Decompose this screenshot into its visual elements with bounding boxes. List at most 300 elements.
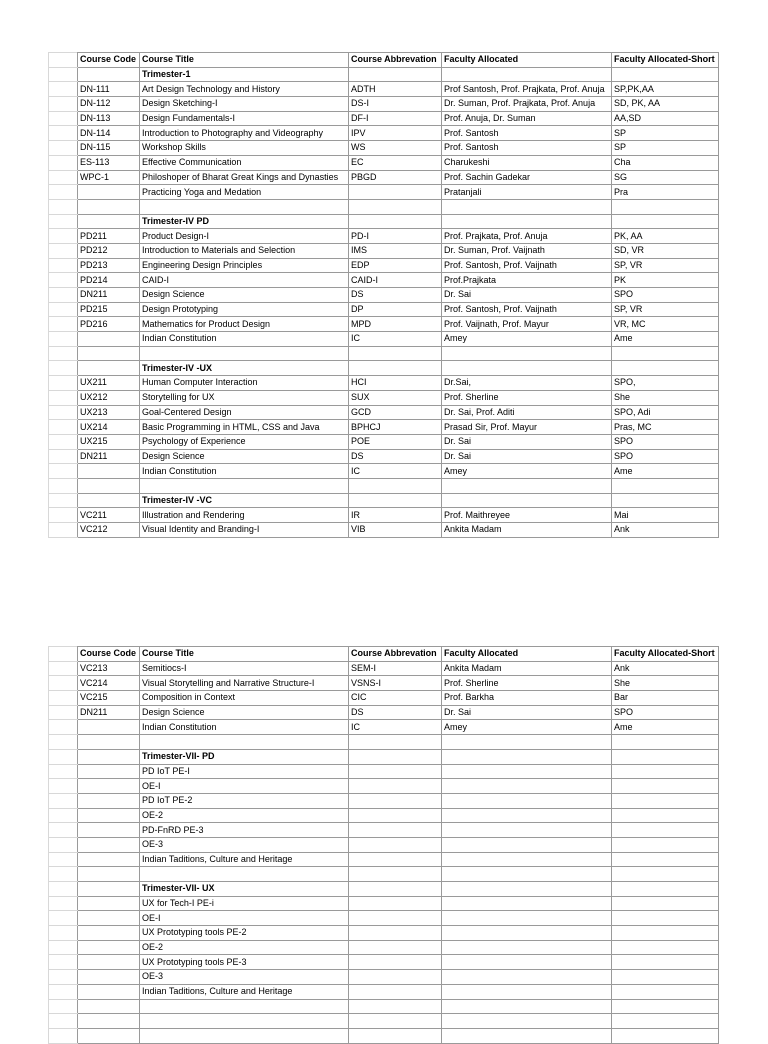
cell-faculty-short[interactable]: SD, VR: [612, 243, 719, 258]
cell-course-code[interactable]: [78, 464, 140, 479]
cell-course-title[interactable]: Design Prototyping: [140, 302, 349, 317]
cell-course-code[interactable]: [78, 955, 140, 970]
cell-course-code[interactable]: [78, 1028, 140, 1043]
cell-faculty-short[interactable]: She: [612, 390, 719, 405]
cell-course-title[interactable]: Design Fundamentals-I: [140, 111, 349, 126]
cell-course-abbreviation[interactable]: [349, 764, 442, 779]
cell-faculty-short[interactable]: [612, 214, 719, 229]
cell-faculty-short[interactable]: [612, 735, 719, 750]
cell-faculty-allocated[interactable]: [442, 67, 612, 82]
cell-course-abbreviation[interactable]: [349, 867, 442, 882]
cell-faculty-allocated[interactable]: [442, 779, 612, 794]
cell-faculty-allocated[interactable]: Prof.Prajkata: [442, 273, 612, 288]
cell-course-title[interactable]: UX Prototyping tools PE-2: [140, 926, 349, 941]
header-faculty-allocated[interactable]: Faculty Allocated: [442, 53, 612, 68]
cell-course-code[interactable]: [78, 749, 140, 764]
cell-faculty-short[interactable]: VR, MC: [612, 317, 719, 332]
cell-faculty-allocated[interactable]: Prof. Anuja, Dr. Suman: [442, 111, 612, 126]
cell-faculty-allocated[interactable]: [442, 1028, 612, 1043]
cell-course-code[interactable]: DN-115: [78, 141, 140, 156]
cell-course-abbreviation[interactable]: ADTH: [349, 82, 442, 97]
cell-course-abbreviation[interactable]: PD-I: [349, 229, 442, 244]
cell-course-abbreviation[interactable]: EC: [349, 155, 442, 170]
cell-faculty-short[interactable]: Mai: [612, 508, 719, 523]
cell-course-abbreviation[interactable]: IC: [349, 464, 442, 479]
cell-faculty-short[interactable]: [612, 749, 719, 764]
cell-faculty-short[interactable]: Ame: [612, 720, 719, 735]
cell-course-abbreviation[interactable]: [349, 493, 442, 508]
cell-course-abbreviation[interactable]: VIB: [349, 523, 442, 538]
cell-course-title[interactable]: Effective Communication: [140, 155, 349, 170]
cell-faculty-short[interactable]: [612, 1028, 719, 1043]
cell-course-title[interactable]: PD-FnRD PE-3: [140, 823, 349, 838]
header-course-code[interactable]: Course Code: [78, 647, 140, 662]
cell-course-title[interactable]: Indian Constitution: [140, 720, 349, 735]
cell-faculty-allocated[interactable]: Prof. Vaijnath, Prof. Mayur: [442, 317, 612, 332]
cell-course-code[interactable]: PD216: [78, 317, 140, 332]
cell-course-title[interactable]: Indian Constitution: [140, 464, 349, 479]
cell-course-title[interactable]: Engineering Design Principles: [140, 258, 349, 273]
cell-faculty-short[interactable]: SD, PK, AA: [612, 97, 719, 112]
cell-faculty-short[interactable]: [612, 867, 719, 882]
cell-faculty-short[interactable]: [612, 940, 719, 955]
cell-course-abbreviation[interactable]: SEM-I: [349, 661, 442, 676]
section-title[interactable]: Trimester-IV -UX: [140, 361, 349, 376]
cell-faculty-short[interactable]: SPO,: [612, 376, 719, 391]
cell-course-code[interactable]: [78, 764, 140, 779]
cell-faculty-short[interactable]: [612, 823, 719, 838]
cell-course-abbreviation[interactable]: SUX: [349, 390, 442, 405]
cell-course-code[interactable]: [78, 940, 140, 955]
cell-course-code[interactable]: [78, 779, 140, 794]
cell-faculty-allocated[interactable]: Prof. Santosh, Prof. Vaijnath: [442, 258, 612, 273]
cell-faculty-short[interactable]: SG: [612, 170, 719, 185]
cell-course-abbreviation[interactable]: [349, 199, 442, 214]
header-course-abbreviation[interactable]: Course Abbrevation: [349, 53, 442, 68]
cell-course-code[interactable]: [78, 214, 140, 229]
cell-course-title[interactable]: OE-2: [140, 940, 349, 955]
cell-faculty-short[interactable]: [612, 793, 719, 808]
cell-course-code[interactable]: [78, 478, 140, 493]
cell-faculty-allocated[interactable]: Dr. Sai: [442, 288, 612, 303]
cell-course-code[interactable]: VC214: [78, 676, 140, 691]
cell-course-abbreviation[interactable]: [349, 793, 442, 808]
section-title[interactable]: Trimester-IV PD: [140, 214, 349, 229]
cell-course-title[interactable]: Indian Constitution: [140, 332, 349, 347]
cell-course-title[interactable]: Semitiocs-I: [140, 661, 349, 676]
cell-faculty-allocated[interactable]: Dr. Sai: [442, 449, 612, 464]
cell-faculty-allocated[interactable]: [442, 940, 612, 955]
cell-faculty-allocated[interactable]: [442, 493, 612, 508]
cell-faculty-allocated[interactable]: [442, 808, 612, 823]
cell-course-code[interactable]: [78, 346, 140, 361]
cell-course-code[interactable]: VC211: [78, 508, 140, 523]
cell-faculty-allocated[interactable]: Prof. Barkha: [442, 691, 612, 706]
cell-course-code[interactable]: VC215: [78, 691, 140, 706]
cell-faculty-allocated[interactable]: Amey: [442, 464, 612, 479]
cell-course-title[interactable]: Design Science: [140, 705, 349, 720]
cell-course-abbreviation[interactable]: POE: [349, 434, 442, 449]
cell-faculty-short[interactable]: [612, 955, 719, 970]
cell-course-abbreviation[interactable]: IR: [349, 508, 442, 523]
cell-faculty-short[interactable]: SPO: [612, 288, 719, 303]
cell-course-abbreviation[interactable]: [349, 940, 442, 955]
cell-course-title[interactable]: OE-I: [140, 911, 349, 926]
cell-course-code[interactable]: [78, 911, 140, 926]
cell-course-code[interactable]: PD211: [78, 229, 140, 244]
cell-course-abbreviation[interactable]: [349, 185, 442, 200]
cell-course-title[interactable]: Practicing Yoga and Medation: [140, 185, 349, 200]
cell-faculty-allocated[interactable]: [442, 478, 612, 493]
cell-faculty-allocated[interactable]: Dr. Sai, Prof. Aditi: [442, 405, 612, 420]
cell-course-code[interactable]: PD215: [78, 302, 140, 317]
cell-faculty-allocated[interactable]: [442, 199, 612, 214]
cell-course-code[interactable]: PD213: [78, 258, 140, 273]
cell-course-code[interactable]: [78, 808, 140, 823]
cell-faculty-short[interactable]: [612, 199, 719, 214]
cell-faculty-allocated[interactable]: Pratanjali: [442, 185, 612, 200]
cell-course-abbreviation[interactable]: IPV: [349, 126, 442, 141]
cell-faculty-allocated[interactable]: [442, 970, 612, 985]
cell-course-abbreviation[interactable]: DS: [349, 705, 442, 720]
cell-course-title[interactable]: [140, 346, 349, 361]
cell-course-abbreviation[interactable]: [349, 1014, 442, 1029]
cell-faculty-allocated[interactable]: Prof. Santosh: [442, 126, 612, 141]
cell-faculty-allocated[interactable]: Amey: [442, 332, 612, 347]
cell-course-abbreviation[interactable]: [349, 984, 442, 999]
cell-course-abbreviation[interactable]: VSNS-I: [349, 676, 442, 691]
cell-course-abbreviation[interactable]: BPHCJ: [349, 420, 442, 435]
cell-course-title[interactable]: [140, 735, 349, 750]
cell-faculty-allocated[interactable]: [442, 793, 612, 808]
cell-course-title[interactable]: PD IoT PE-2: [140, 793, 349, 808]
cell-course-abbreviation[interactable]: [349, 837, 442, 852]
cell-faculty-allocated[interactable]: Prof. Santosh, Prof. Vaijnath: [442, 302, 612, 317]
cell-course-abbreviation[interactable]: [349, 808, 442, 823]
cell-faculty-short[interactable]: [612, 67, 719, 82]
cell-course-title[interactable]: [140, 1028, 349, 1043]
cell-course-code[interactable]: [78, 970, 140, 985]
cell-course-title[interactable]: Visual Identity and Branding-I: [140, 523, 349, 538]
cell-course-title[interactable]: Indian Taditions, Culture and Heritage: [140, 852, 349, 867]
cell-course-abbreviation[interactable]: [349, 955, 442, 970]
cell-course-abbreviation[interactable]: IMS: [349, 243, 442, 258]
section-title[interactable]: Trimester-VII- PD: [140, 749, 349, 764]
cell-course-code[interactable]: ES-113: [78, 155, 140, 170]
cell-course-code[interactable]: [78, 720, 140, 735]
cell-course-abbreviation[interactable]: EDP: [349, 258, 442, 273]
cell-course-abbreviation[interactable]: [349, 823, 442, 838]
cell-course-abbreviation[interactable]: [349, 896, 442, 911]
cell-faculty-short[interactable]: Pra: [612, 185, 719, 200]
cell-course-abbreviation[interactable]: [349, 346, 442, 361]
cell-course-code[interactable]: PD212: [78, 243, 140, 258]
cell-course-code[interactable]: WPC-1: [78, 170, 140, 185]
cell-faculty-short[interactable]: [612, 926, 719, 941]
cell-course-title[interactable]: Introduction to Photography and Videography: [140, 126, 349, 141]
cell-faculty-allocated[interactable]: [442, 361, 612, 376]
cell-faculty-short[interactable]: Bar: [612, 691, 719, 706]
cell-faculty-short[interactable]: [612, 478, 719, 493]
cell-course-title[interactable]: Illustration and Rendering: [140, 508, 349, 523]
cell-course-code[interactable]: [78, 852, 140, 867]
cell-course-title[interactable]: Storytelling for UX: [140, 390, 349, 405]
cell-course-code[interactable]: [78, 735, 140, 750]
cell-course-abbreviation[interactable]: [349, 735, 442, 750]
cell-course-title[interactable]: Mathematics for Product Design: [140, 317, 349, 332]
cell-course-abbreviation[interactable]: MPD: [349, 317, 442, 332]
cell-faculty-allocated[interactable]: [442, 896, 612, 911]
cell-course-title[interactable]: CAID-I: [140, 273, 349, 288]
cell-course-code[interactable]: [78, 67, 140, 82]
cell-faculty-short[interactable]: [612, 911, 719, 926]
cell-course-title[interactable]: [140, 867, 349, 882]
cell-course-title[interactable]: UX Prototyping tools PE-3: [140, 955, 349, 970]
cell-faculty-short[interactable]: [612, 984, 719, 999]
cell-faculty-allocated[interactable]: [442, 749, 612, 764]
cell-faculty-short[interactable]: [612, 999, 719, 1014]
cell-course-code[interactable]: PD214: [78, 273, 140, 288]
cell-course-title[interactable]: Design Science: [140, 288, 349, 303]
cell-faculty-short[interactable]: [612, 970, 719, 985]
cell-faculty-allocated[interactable]: Ankita Madam: [442, 661, 612, 676]
cell-course-abbreviation[interactable]: [349, 926, 442, 941]
cell-faculty-allocated[interactable]: [442, 926, 612, 941]
cell-course-code[interactable]: [78, 199, 140, 214]
cell-course-title[interactable]: Psychology of Experience: [140, 434, 349, 449]
cell-faculty-allocated[interactable]: Dr. Sai: [442, 705, 612, 720]
cell-course-code[interactable]: DN211: [78, 705, 140, 720]
cell-faculty-short[interactable]: SPO, Adi: [612, 405, 719, 420]
cell-course-code[interactable]: [78, 361, 140, 376]
cell-faculty-allocated[interactable]: [442, 837, 612, 852]
cell-faculty-short[interactable]: [612, 779, 719, 794]
header-course-title[interactable]: Course Title: [140, 647, 349, 662]
cell-faculty-allocated[interactable]: Dr. Suman, Prof. Vaijnath: [442, 243, 612, 258]
cell-faculty-short[interactable]: [612, 361, 719, 376]
cell-course-title[interactable]: Indian Taditions, Culture and Heritage: [140, 984, 349, 999]
cell-course-title[interactable]: OE-3: [140, 970, 349, 985]
cell-faculty-short[interactable]: [612, 896, 719, 911]
cell-course-title[interactable]: Art Design Technology and History: [140, 82, 349, 97]
cell-course-abbreviation[interactable]: [349, 970, 442, 985]
cell-course-code[interactable]: [78, 1014, 140, 1029]
cell-faculty-short[interactable]: [612, 808, 719, 823]
cell-course-abbreviation[interactable]: [349, 779, 442, 794]
cell-faculty-short[interactable]: [612, 764, 719, 779]
cell-course-abbreviation[interactable]: CAID-I: [349, 273, 442, 288]
cell-faculty-short[interactable]: AA,SD: [612, 111, 719, 126]
cell-faculty-short[interactable]: She: [612, 676, 719, 691]
section-title[interactable]: Trimester-VII- UX: [140, 882, 349, 897]
cell-course-title[interactable]: OE-3: [140, 837, 349, 852]
cell-course-title[interactable]: Design Sketching-I: [140, 97, 349, 112]
header-course-title[interactable]: Course Title: [140, 53, 349, 68]
cell-course-code[interactable]: UX215: [78, 434, 140, 449]
cell-faculty-allocated[interactable]: Prof Santosh, Prof. Prajkata, Prof. Anuja: [442, 82, 612, 97]
cell-course-abbreviation[interactable]: GCD: [349, 405, 442, 420]
cell-faculty-short[interactable]: SP,PK,AA: [612, 82, 719, 97]
cell-faculty-short[interactable]: SPO: [612, 434, 719, 449]
cell-course-title[interactable]: [140, 1014, 349, 1029]
cell-course-abbreviation[interactable]: DP: [349, 302, 442, 317]
cell-course-code[interactable]: UX214: [78, 420, 140, 435]
cell-faculty-allocated[interactable]: [442, 214, 612, 229]
cell-course-code[interactable]: DN-114: [78, 126, 140, 141]
cell-course-title[interactable]: Visual Storytelling and Narrative Structure-I: [140, 676, 349, 691]
cell-course-code[interactable]: [78, 332, 140, 347]
cell-course-code[interactable]: [78, 926, 140, 941]
cell-course-code[interactable]: VC213: [78, 661, 140, 676]
cell-course-abbreviation[interactable]: [349, 911, 442, 926]
cell-course-abbreviation[interactable]: CIC: [349, 691, 442, 706]
cell-faculty-short[interactable]: SP, VR: [612, 302, 719, 317]
cell-course-title[interactable]: Goal-Centered Design: [140, 405, 349, 420]
cell-faculty-allocated[interactable]: [442, 984, 612, 999]
cell-faculty-short[interactable]: [612, 346, 719, 361]
cell-course-abbreviation[interactable]: [349, 882, 442, 897]
cell-faculty-allocated[interactable]: Dr. Sai: [442, 434, 612, 449]
header-faculty-short[interactable]: Faculty Allocated-Short: [612, 647, 719, 662]
cell-course-abbreviation[interactable]: DS: [349, 449, 442, 464]
cell-course-abbreviation[interactable]: HCI: [349, 376, 442, 391]
cell-course-abbreviation[interactable]: [349, 852, 442, 867]
cell-faculty-allocated[interactable]: Prof. Sherline: [442, 390, 612, 405]
cell-course-abbreviation[interactable]: DS-I: [349, 97, 442, 112]
cell-course-code[interactable]: UX212: [78, 390, 140, 405]
cell-faculty-allocated[interactable]: Ankita Madam: [442, 523, 612, 538]
cell-faculty-allocated[interactable]: Dr. Suman, Prof. Prajkata, Prof. Anuja: [442, 97, 612, 112]
cell-course-abbreviation[interactable]: [349, 478, 442, 493]
cell-course-code[interactable]: DN211: [78, 449, 140, 464]
cell-faculty-allocated[interactable]: [442, 882, 612, 897]
cell-faculty-short[interactable]: Pras, MC: [612, 420, 719, 435]
cell-course-title[interactable]: OE-2: [140, 808, 349, 823]
cell-faculty-allocated[interactable]: [442, 764, 612, 779]
cell-course-code[interactable]: DN211: [78, 288, 140, 303]
cell-faculty-short[interactable]: [612, 837, 719, 852]
cell-faculty-short[interactable]: [612, 1014, 719, 1029]
cell-faculty-allocated[interactable]: Prof. Prajkata, Prof. Anuja: [442, 229, 612, 244]
cell-faculty-allocated[interactable]: Charukeshi: [442, 155, 612, 170]
cell-faculty-allocated[interactable]: [442, 867, 612, 882]
cell-faculty-short[interactable]: PK: [612, 273, 719, 288]
cell-course-code[interactable]: UX211: [78, 376, 140, 391]
cell-course-title[interactable]: Design Science: [140, 449, 349, 464]
cell-faculty-allocated[interactable]: [442, 1014, 612, 1029]
cell-course-code[interactable]: DN-111: [78, 82, 140, 97]
cell-faculty-allocated[interactable]: [442, 955, 612, 970]
cell-course-title[interactable]: Product Design-I: [140, 229, 349, 244]
cell-course-abbreviation[interactable]: IC: [349, 720, 442, 735]
cell-course-abbreviation[interactable]: PBGD: [349, 170, 442, 185]
cell-faculty-short[interactable]: Ame: [612, 332, 719, 347]
cell-faculty-allocated[interactable]: Prof. Sherline: [442, 676, 612, 691]
cell-course-title[interactable]: Workshop Skills: [140, 141, 349, 156]
cell-faculty-short[interactable]: SP, VR: [612, 258, 719, 273]
cell-faculty-allocated[interactable]: Dr.Sai,: [442, 376, 612, 391]
cell-course-abbreviation[interactable]: [349, 361, 442, 376]
header-faculty-allocated[interactable]: Faculty Allocated: [442, 647, 612, 662]
cell-course-code[interactable]: [78, 185, 140, 200]
cell-course-code[interactable]: [78, 882, 140, 897]
cell-course-code[interactable]: [78, 867, 140, 882]
cell-course-code[interactable]: [78, 999, 140, 1014]
cell-course-abbreviation[interactable]: [349, 214, 442, 229]
cell-course-title[interactable]: Composition in Context: [140, 691, 349, 706]
cell-faculty-short[interactable]: Ank: [612, 523, 719, 538]
cell-course-abbreviation[interactable]: IC: [349, 332, 442, 347]
header-course-code[interactable]: Course Code: [78, 53, 140, 68]
cell-faculty-short[interactable]: SP: [612, 141, 719, 156]
cell-course-abbreviation[interactable]: [349, 999, 442, 1014]
cell-course-title[interactable]: Human Computer Interaction: [140, 376, 349, 391]
cell-faculty-allocated[interactable]: Amey: [442, 720, 612, 735]
cell-faculty-allocated[interactable]: Prof. Maithreyee: [442, 508, 612, 523]
section-title[interactable]: Trimester-IV -VC: [140, 493, 349, 508]
cell-faculty-allocated[interactable]: Prasad Sir, Prof. Mayur: [442, 420, 612, 435]
cell-course-code[interactable]: [78, 896, 140, 911]
cell-faculty-short[interactable]: Ame: [612, 464, 719, 479]
cell-course-abbreviation[interactable]: [349, 749, 442, 764]
cell-course-abbreviation[interactable]: DS: [349, 288, 442, 303]
cell-faculty-short[interactable]: [612, 882, 719, 897]
cell-course-title[interactable]: [140, 199, 349, 214]
cell-faculty-allocated[interactable]: [442, 911, 612, 926]
cell-faculty-short[interactable]: PK, AA: [612, 229, 719, 244]
cell-course-abbreviation[interactable]: WS: [349, 141, 442, 156]
cell-course-title[interactable]: Basic Programming in HTML, CSS and Java: [140, 420, 349, 435]
cell-faculty-allocated[interactable]: [442, 999, 612, 1014]
cell-course-title[interactable]: [140, 478, 349, 493]
section-title[interactable]: Trimester-1: [140, 67, 349, 82]
cell-course-abbreviation[interactable]: [349, 67, 442, 82]
cell-course-code[interactable]: [78, 493, 140, 508]
cell-faculty-allocated[interactable]: Prof. Sachin Gadekar: [442, 170, 612, 185]
cell-faculty-short[interactable]: [612, 852, 719, 867]
cell-faculty-short[interactable]: [612, 493, 719, 508]
cell-faculty-allocated[interactable]: Prof. Santosh: [442, 141, 612, 156]
cell-course-code[interactable]: DN-112: [78, 97, 140, 112]
cell-course-abbreviation[interactable]: [349, 1028, 442, 1043]
cell-faculty-short[interactable]: SPO: [612, 705, 719, 720]
cell-course-code[interactable]: VC212: [78, 523, 140, 538]
cell-course-code[interactable]: [78, 823, 140, 838]
cell-faculty-allocated[interactable]: [442, 735, 612, 750]
header-faculty-short[interactable]: Faculty Allocated-Short: [612, 53, 719, 68]
cell-course-title[interactable]: PD IoT PE-I: [140, 764, 349, 779]
header-course-abbreviation[interactable]: Course Abbrevation: [349, 647, 442, 662]
cell-course-code[interactable]: DN-113: [78, 111, 140, 126]
cell-course-title[interactable]: OE-I: [140, 779, 349, 794]
cell-course-title[interactable]: [140, 999, 349, 1014]
cell-course-code[interactable]: [78, 984, 140, 999]
cell-course-code[interactable]: UX213: [78, 405, 140, 420]
cell-faculty-allocated[interactable]: [442, 852, 612, 867]
cell-course-title[interactable]: Introduction to Materials and Selection: [140, 243, 349, 258]
cell-faculty-short[interactable]: Ank: [612, 661, 719, 676]
cell-faculty-short[interactable]: SP: [612, 126, 719, 141]
cell-faculty-allocated[interactable]: [442, 346, 612, 361]
cell-faculty-short[interactable]: SPO: [612, 449, 719, 464]
cell-course-title[interactable]: Philoshoper of Bharat Great Kings and Dynasties: [140, 170, 349, 185]
cell-faculty-short[interactable]: Cha: [612, 155, 719, 170]
cell-course-code[interactable]: [78, 793, 140, 808]
cell-course-title[interactable]: UX for Tech-I PE-i: [140, 896, 349, 911]
cell-faculty-allocated[interactable]: [442, 823, 612, 838]
cell-course-code[interactable]: [78, 837, 140, 852]
cell-course-abbreviation[interactable]: DF-I: [349, 111, 442, 126]
